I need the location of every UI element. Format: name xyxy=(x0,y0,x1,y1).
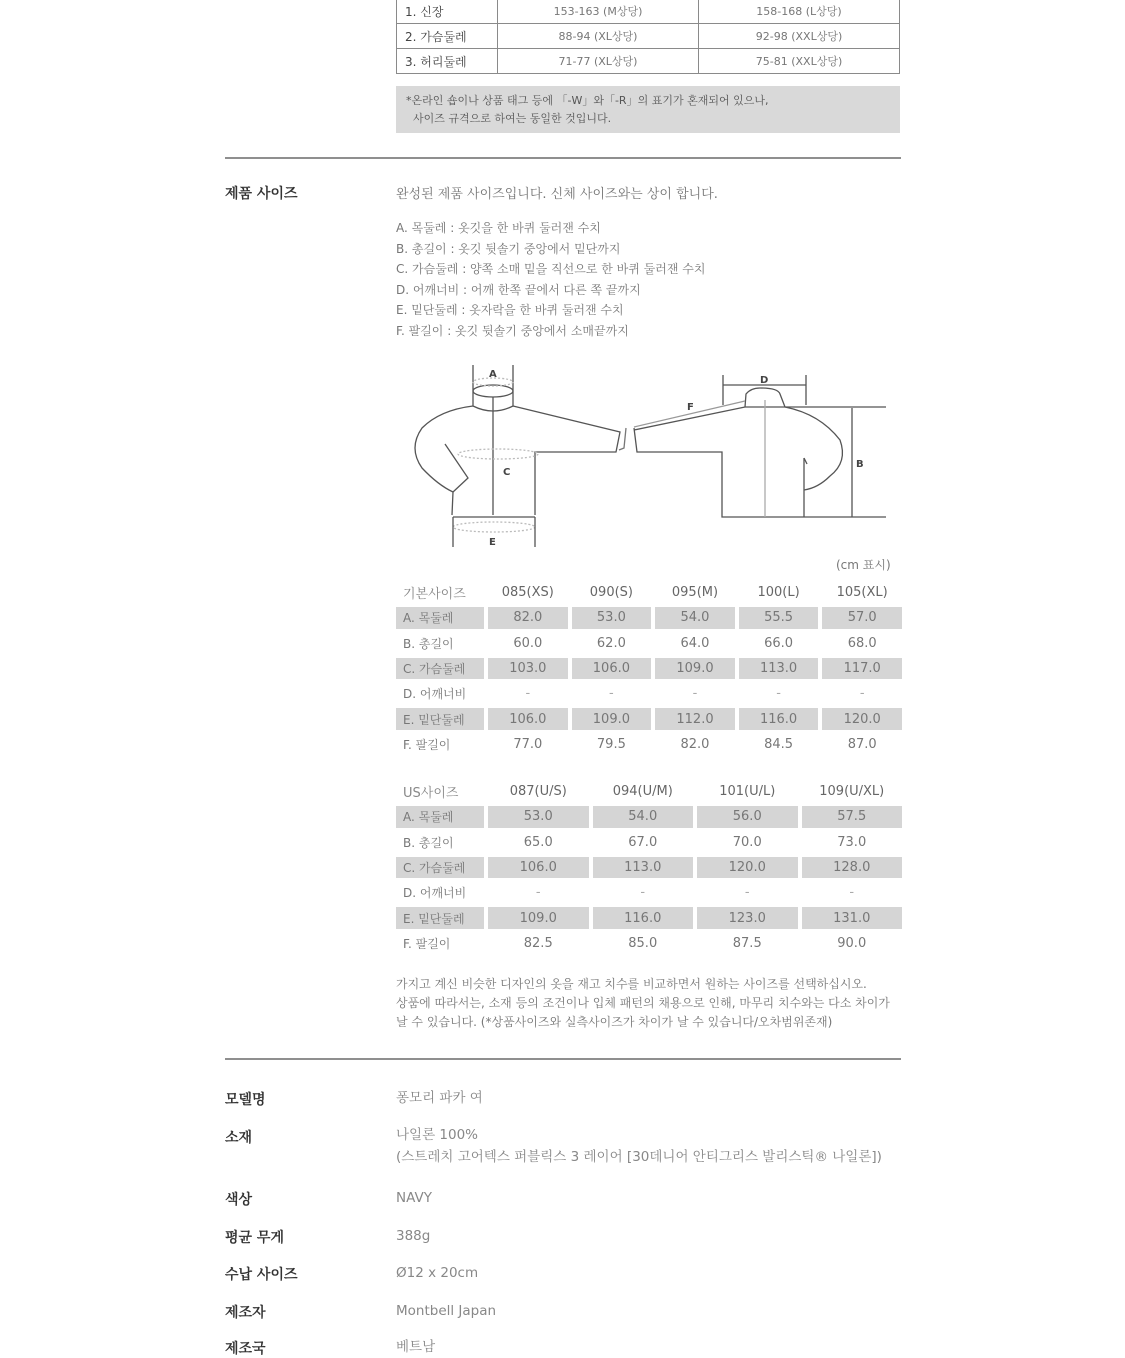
section-divider xyxy=(225,1058,901,1060)
header-cell: 094(U/M) xyxy=(612,784,673,800)
row-label: A. 목둘레 xyxy=(396,806,484,827)
table-cell: 112.0 xyxy=(655,708,735,729)
table-cell: - xyxy=(692,686,698,702)
table-row xyxy=(396,855,902,880)
table-cell: 77.0 xyxy=(513,736,543,752)
table-cell: 82.0 xyxy=(488,607,568,628)
table-cell: 82.0 xyxy=(680,736,710,752)
diagram-label-d: D xyxy=(760,375,769,386)
table-cell: 153-163 (M상당) xyxy=(498,0,699,24)
spec-value-color: NAVY xyxy=(396,1190,432,1206)
table-cell: 128.0 xyxy=(802,857,903,878)
note-line: 상품에 따라서는, 소재 등의 조건이나 입체 패턴의 채용으로 인해, 마무리 치수와는 다소 차이가 xyxy=(396,996,890,1010)
spec-value-manufacturer: Montbell Japan xyxy=(396,1303,497,1319)
spec-label-weight: 평균 무게 xyxy=(225,1230,284,1246)
table-row xyxy=(396,905,902,930)
header-cell: 기본사이즈 xyxy=(403,587,466,603)
diagram-label-b: B xyxy=(856,459,864,470)
diagram-label-e: E xyxy=(489,537,496,548)
spec-value-country: 베트남 xyxy=(396,1339,436,1355)
row-label: 1. 신장 xyxy=(397,0,498,24)
table-row xyxy=(396,931,902,956)
garment-diagram xyxy=(400,360,900,555)
measurement-definitions xyxy=(396,218,705,341)
spec-value-material: 나일론 100% xyxy=(396,1127,479,1143)
header-cell: 100(L) xyxy=(757,585,800,601)
table-cell: - xyxy=(609,686,614,702)
table-cell: 57.5 xyxy=(802,806,903,827)
table-row xyxy=(396,804,902,829)
table-cell: 57.0 xyxy=(822,607,902,628)
table-header-row xyxy=(396,779,902,804)
header-cell: 087(U/S) xyxy=(509,784,567,800)
definition-item: C. 가슴둘레 : 양쪽 소매 밑을 직선으로 한 바퀴 둘러잰 수치 xyxy=(396,262,706,276)
basic-size-table xyxy=(396,580,902,757)
table-cell: 65.0 xyxy=(523,834,553,850)
table-cell: - xyxy=(776,686,781,702)
table-cell: 109.0 xyxy=(655,658,735,679)
table-row xyxy=(397,24,900,49)
spec-label-packed-size: 수납 사이즈 xyxy=(225,1267,298,1283)
table-cell: 158-168 (L상당) xyxy=(699,0,900,24)
table-row xyxy=(396,631,902,656)
header-cell: 090(S) xyxy=(589,585,633,601)
definition-item: D. 어깨너비 : 어깨 한쪽 끝에서 다른 쪽 끝까지 xyxy=(396,282,641,297)
table-cell: 79.5 xyxy=(596,736,626,752)
spec-value-weight: 388g xyxy=(396,1228,431,1244)
table-row xyxy=(397,49,900,74)
table-cell: 92-98 (XXL상당) xyxy=(699,24,900,49)
definition-item: F. 팔길이 : 옷깃 뒷솔기 중앙에서 소매끝까지 xyxy=(396,323,629,338)
size-selection-note xyxy=(396,975,906,1032)
table-cell: 53.0 xyxy=(488,806,589,827)
table-row xyxy=(396,681,902,706)
table-cell: - xyxy=(849,885,855,901)
table-cell: 68.0 xyxy=(847,635,877,651)
header-cell: 101(U/L) xyxy=(719,784,776,800)
header-cell: 095(M) xyxy=(671,585,719,601)
row-label: 3. 허리둘레 xyxy=(397,49,498,74)
table-cell: 82.5 xyxy=(523,935,553,951)
table-cell: 54.0 xyxy=(655,607,735,628)
section-divider xyxy=(225,157,901,159)
row-label: F. 팔길이 xyxy=(403,936,451,951)
header-cell: 109(U/XL) xyxy=(819,784,885,800)
table-cell: 123.0 xyxy=(697,907,798,928)
table-cell: 113.0 xyxy=(593,857,694,878)
table-cell: 71-77 (XL상당) xyxy=(498,49,699,74)
table-row xyxy=(397,0,900,24)
row-label: E. 밑단둘레 xyxy=(396,907,484,928)
table-cell: 55.5 xyxy=(739,607,819,628)
row-label: C. 가슴둘레 xyxy=(396,857,484,878)
table-cell: 60.0 xyxy=(513,635,543,651)
spec-label-model: 모델명 xyxy=(225,1092,266,1108)
diagram-label-c: C xyxy=(503,467,511,478)
us-size-table xyxy=(396,779,902,956)
definition-item: A. 목둘레 : 옷깃을 한 바퀴 둘러잰 수치 xyxy=(396,221,601,235)
note-line: 날 수 있습니다. (*상품사이즈와 실측사이즈가 차이가 날 수 있습니다/오차범위존재) xyxy=(396,1015,833,1029)
spec-label-manufacturer: 제조자 xyxy=(225,1305,266,1321)
header-cell: 105(XL) xyxy=(836,585,888,601)
table-header-row xyxy=(396,580,902,605)
note-line: 가지고 계신 비슷한 디자인의 옷을 재고 치수를 비교하면서 원하는 사이즈를 선택하십시오. xyxy=(396,977,867,991)
table-cell: - xyxy=(744,885,750,901)
notice-line: *온라인 숍이나 상품 태그 등에 「-W」와「-R」의 표기가 혼재되어 있으나, xyxy=(406,94,769,107)
row-label: D. 어깨너비 xyxy=(403,687,467,702)
table-cell: 87.5 xyxy=(732,935,762,951)
table-cell: 88-94 (XL상당) xyxy=(498,24,699,49)
header-cell: US사이즈 xyxy=(403,786,459,802)
table-row xyxy=(396,732,902,757)
table-cell: 106.0 xyxy=(488,857,589,878)
row-label: E. 밑단둘레 xyxy=(396,708,484,729)
table-cell: 56.0 xyxy=(697,806,798,827)
diagram-label-a: A xyxy=(489,369,497,380)
table-cell: 67.0 xyxy=(628,834,658,850)
table-cell: - xyxy=(859,686,865,702)
size-notice-box xyxy=(396,86,900,133)
section-label-product-size: 제품 사이즈 xyxy=(225,186,298,202)
table-cell: 53.0 xyxy=(572,607,652,628)
table-cell: - xyxy=(640,885,646,901)
table-cell: 87.0 xyxy=(847,736,877,752)
table-cell: 73.0 xyxy=(837,834,867,850)
table-cell: 109.0 xyxy=(488,907,589,928)
table-cell: - xyxy=(535,885,541,901)
table-cell: 116.0 xyxy=(739,708,819,729)
definition-item: E. 밑단둘레 : 옷자락을 한 바퀴 둘러잰 수치 xyxy=(396,303,624,317)
diagram-label-f: F xyxy=(687,402,694,413)
row-label: B. 총길이 xyxy=(403,636,454,651)
table-cell: 90.0 xyxy=(837,935,867,951)
table-row xyxy=(396,880,902,905)
table-cell: 106.0 xyxy=(572,658,652,679)
table-cell: 75-81 (XXL상당) xyxy=(699,49,900,74)
row-label: A. 목둘레 xyxy=(396,607,484,628)
table-cell: 64.0 xyxy=(680,635,710,651)
spec-label-color: 색상 xyxy=(225,1192,253,1208)
row-label: F. 팔길이 xyxy=(403,737,451,752)
table-row xyxy=(396,830,902,855)
table-cell: 131.0 xyxy=(802,907,903,928)
table-cell: 70.0 xyxy=(732,834,762,850)
row-label: D. 어깨너비 xyxy=(403,886,467,901)
table-row xyxy=(396,706,902,731)
table-cell: 120.0 xyxy=(822,708,902,729)
table-cell: 117.0 xyxy=(822,658,902,679)
spec-value-material-detail: (스트레치 고어텍스 퍼블릭스 3 레이어 [30데니어 안티그리스 발리스틱® 나일론]) xyxy=(396,1149,882,1165)
table-cell: 106.0 xyxy=(488,708,568,729)
unit-note: (cm 표시) xyxy=(836,558,891,572)
table-cell: 103.0 xyxy=(488,658,568,679)
spec-label-country: 제조국 xyxy=(225,1341,266,1357)
table-cell: 116.0 xyxy=(593,907,694,928)
header-cell: 085(XS) xyxy=(501,585,554,601)
table-cell: 66.0 xyxy=(764,635,794,651)
body-size-table xyxy=(396,0,900,74)
table-cell: 84.5 xyxy=(764,736,794,752)
table-cell: 85.0 xyxy=(628,935,658,951)
table-cell: 120.0 xyxy=(697,857,798,878)
table-cell: 113.0 xyxy=(739,658,819,679)
spec-label-material: 소재 xyxy=(225,1130,253,1146)
product-size-intro: 완성된 제품 사이즈입니다. 신체 사이즈와는 상이 합니다. xyxy=(396,187,718,202)
spec-value-model: 퐁모리 파카 여 xyxy=(396,1090,483,1106)
table-cell: 54.0 xyxy=(593,806,694,827)
row-label: 2. 가슴둘레 xyxy=(397,24,498,49)
row-label: C. 가슴둘레 xyxy=(396,658,484,679)
spec-value-packed-size: Ø12 x 20cm xyxy=(396,1265,479,1281)
row-label: B. 총길이 xyxy=(403,835,454,850)
notice-line: 사이즈 규격으로 하여는 동일한 것입니다. xyxy=(413,112,612,125)
definition-item: B. 총길이 : 옷깃 뒷솔기 중앙에서 밑단까지 xyxy=(396,241,621,256)
table-cell: - xyxy=(525,686,531,702)
table-cell: 62.0 xyxy=(596,635,626,651)
table-row xyxy=(396,656,902,681)
table-cell: 109.0 xyxy=(572,708,652,729)
table-row xyxy=(396,605,902,630)
